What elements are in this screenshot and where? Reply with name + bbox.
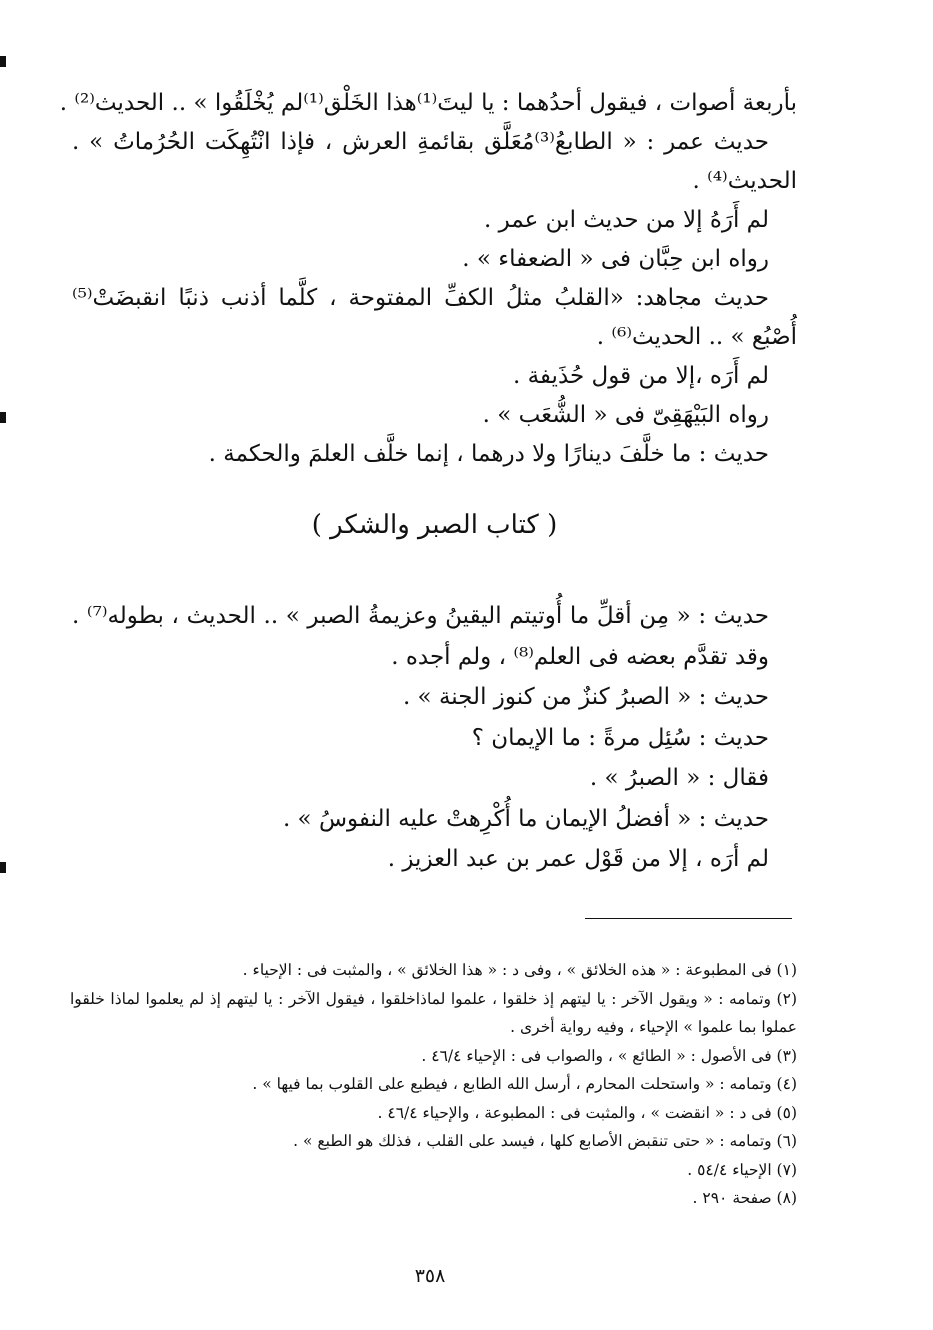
text-line: أُصْبُع » .. الحديث⁽⁶⁾ .	[596, 324, 797, 350]
text-line: وقد تقدَّم بعضه فى العلم⁽⁸⁾ ، ولم أجده .	[391, 643, 769, 670]
text-line: بأربعة أصوات ، فيقول أحدُهما : يا ليتَ⁽¹⁾هذا الخَلْق⁽¹⁾لم يُخْلَقُوا » .. الحديث⁽²⁾ .	[59, 90, 797, 116]
footnote: (٢) وتمامه : « ويقول الآخر : يا ليتهم إذ خلقوا ، علموا لماذاخلقوا ، فيقول الآخر : يا ليتهم إذ لم يعلموا لماذا خلقوا	[70, 989, 797, 1008]
text-line: حديث : « الصبرُ كنزٌ من كنوز الجنة » .	[402, 684, 769, 710]
scan-edge-mark	[0, 412, 6, 423]
text-line: حديث : « أفضلُ الإيمان ما أُكْرِهتْ عليه النفوسُ » .	[282, 805, 769, 832]
footnote: (٦) وتمامه : « حتى تنقبض الأصابع كلها ، فيسد على القلب ، فذلك هو الطبع » .	[293, 1132, 797, 1150]
main-text-block	[59, 84, 797, 474]
scan-edge-mark	[0, 56, 6, 67]
footnote: (٧) الإحياء ٥٤/٤ .	[687, 1160, 797, 1179]
text-line: لم أَرَه ،إلا من قول حُذَيفة .	[512, 363, 769, 389]
text-line: حديث : سُئِل مرةً : ما الإيمان ؟	[471, 724, 769, 751]
footnote: عملوا بما علموا » الإحياء ، وفيه رواية أخرى .	[510, 1018, 797, 1036]
text-line: حديث : « مِن أقلِّ ما أُوتيتم اليقينُ وعزيمةُ الصبر » .. الحديث ، بطوله⁽⁷⁾ .	[72, 603, 769, 629]
footnote: (٣) فى الأصول : « الطائع » ، والصواب فى : الإحياء ٤٦/٤ .	[421, 1046, 797, 1065]
scan-edge-mark	[0, 862, 6, 873]
section-heading: ( كتاب الصبر والشكر )	[311, 510, 558, 540]
text-line: فقال : « الصبرُ » .	[589, 765, 769, 791]
text-line: الحديث⁽⁴⁾ .	[692, 168, 797, 194]
text-line: لم أَرَهُ إلا من حديث ابن عمر .	[484, 207, 769, 233]
footnote: (٥) فى د : « انقضت » ، والمثبت فى : المطبوعة ، والإحياء ٤٦/٤ .	[377, 1103, 797, 1122]
footnote: (٨) صفحة ٢٩٠ .	[692, 1189, 797, 1207]
footnote: (١) فى المطبوعة : « هذه الخلائق » ، وفى د : « هذا الخلائق » ، والمثبت فى : الإحياء .	[242, 961, 797, 979]
text-line: حديث مجاهد: «القلبُ مثلُ الكفِّ المفتوحة ، كلَّما أذنب ذنبًا انقبضَتْ⁽⁵⁾	[72, 285, 769, 311]
page-number: ٣٥٨	[414, 1265, 446, 1287]
footnotes	[70, 956, 797, 1213]
section-text-block	[72, 596, 797, 880]
text-line: حديث عمر : « الطابعُ⁽³⁾مُعَلَّق بقائمةِ العرش ، فإذا انْتُهِكَت الحُرُماتُ » .	[72, 129, 769, 155]
text-line: لم أرَه ، إلا من قَوْل عمر بن عبد العزيز .	[387, 846, 769, 872]
footnote: (٤) وتمامه : « واستحلت المحارم ، أرسل الله الطابع ، فيطبع على القلوب بما فيها » .	[252, 1075, 797, 1093]
text-line: رواه البَيْهَقِىّ فى « الشُّعَب » .	[482, 402, 769, 428]
text-line: رواه ابن حِبَّان فى « الضعفاء » .	[462, 246, 769, 272]
text-line: حديث : ما خلَّفَ دينارًا ولا درهما ، إنما خلَّف العلمَ والحكمة .	[208, 441, 769, 467]
footnote-separator	[585, 918, 792, 919]
